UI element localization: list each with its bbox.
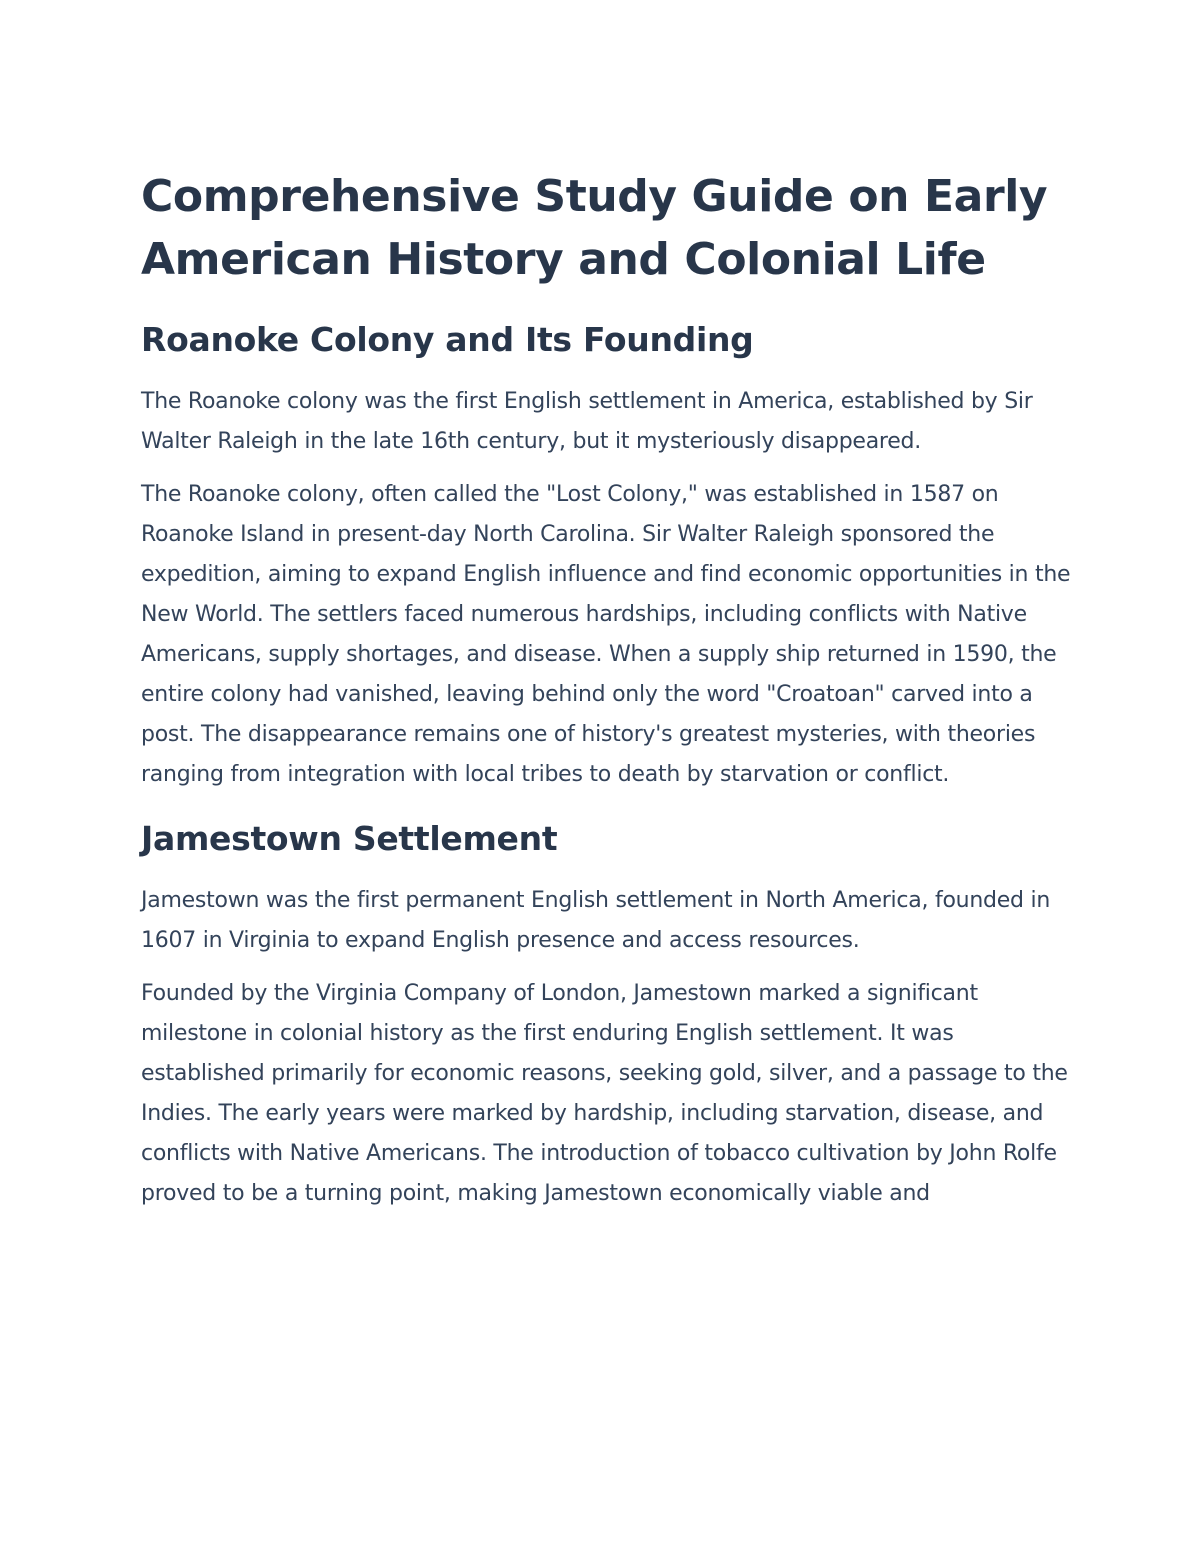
section-heading: Roanoke Colony and Its Founding <box>141 320 754 359</box>
section-summary: Jamestown was the first permanent English settlement in North America, founded in 1607 in Virginia to expand English presence and access resources. <box>141 888 1051 953</box>
document-page <box>141 165 1071 1214</box>
section-summary: The Roanoke colony was the first English settlement in America, established by Sir Walter Raleigh in the late 16th century, but it mysteriously disappeared. <box>141 389 1033 454</box>
section-body: Founded by the Virginia Company of London, Jamestown marked a significant milestone in colonial history as the first enduring English settlement. It was established primarily for economic reasons, seeking gold, silver, and a passage to the Indies. The early years were marked by hardship, including starvation, disease, and conflicts with Native Americans. The introduction of tobacco cultivation by John Rolfe proved to be a turning point, making Jamestown economically viable and <box>141 981 1068 1206</box>
section-heading: Jamestown Settlement <box>141 819 558 858</box>
section-roanoke <box>141 318 1071 795</box>
section-body: The Roanoke colony, often called the "Lost Colony," was established in 1587 on Roanoke Island in present-day North Carolina. Sir Walter Raleigh sponsored the expedition, aiming to expand English influence and find economic opportunities in the New World. The settlers faced numerous hardships, including conflicts with Native Americans, supply shortages, and disease. When a supply ship returned in 1590, the entire colony had vanished, leaving behind only the word "Croatoan" carved into a post. The disappearance remains one of history's greatest mysteries, with theories ranging from integration with local tribes to death by starvation or conflict. <box>141 482 1071 787</box>
document-title: Comprehensive Study Guide on Early American History and Colonial Life <box>141 171 1048 285</box>
section-jamestown <box>141 817 1071 1214</box>
